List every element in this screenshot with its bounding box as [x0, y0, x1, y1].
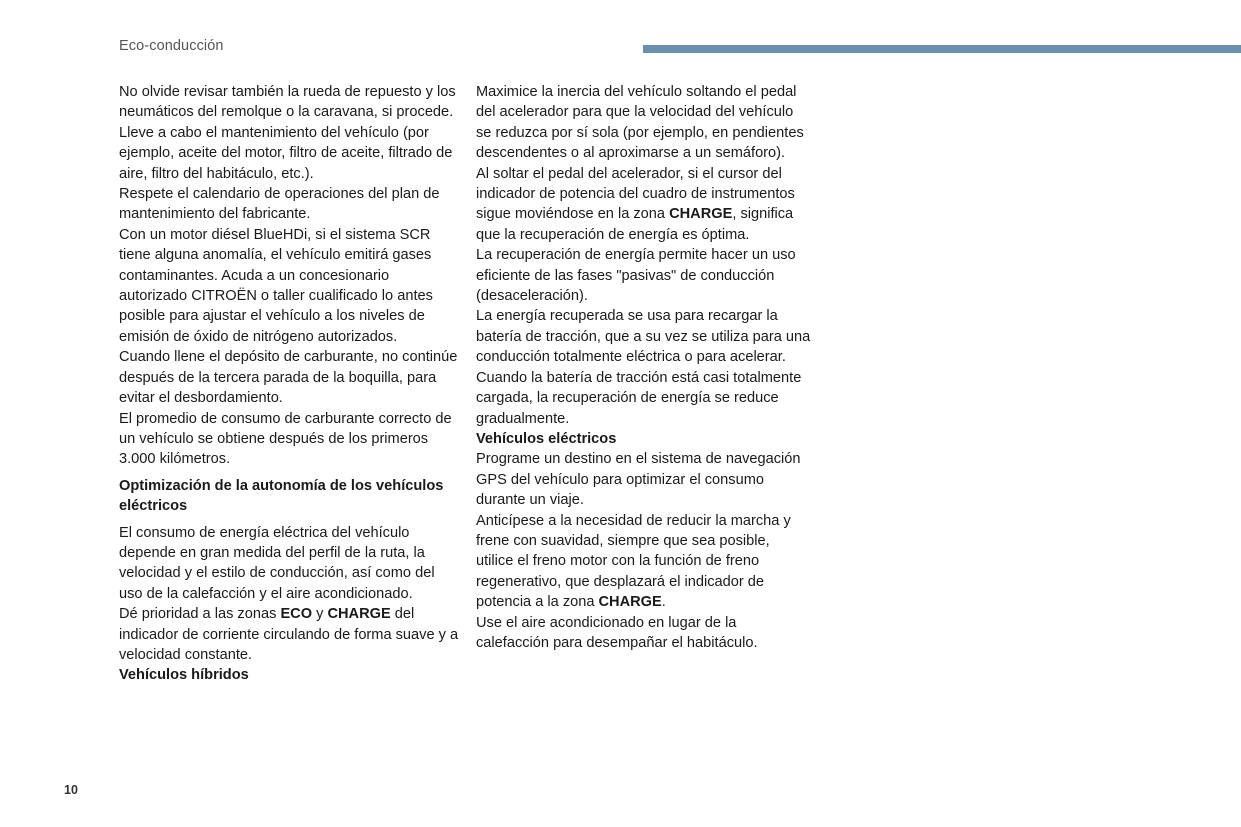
text-span: del indicador de corriente circulando de forma suave y a velocidad constante. — [119, 606, 459, 663]
left-column — [119, 82, 459, 686]
charge-zone-label: CHARGE — [598, 594, 662, 611]
eco-zone-label: ECO — [280, 606, 313, 623]
paragraph-energy-recovery: La recuperación de energía permite hacer un uso eficiente de las fases "pasivas" de conducción (desaceleración). — [476, 247, 796, 305]
paragraph-spare-tyre: No olvide revisar también la rueda de repuesto y los neumáticos del remolque o la caravana, si procede. — [119, 84, 456, 121]
paragraph-bluehdi-scr: Con un motor diésel BlueHDi, si el sistema SCR tiene alguna anomalía, el vehículo emitirá gases contaminantes. Acuda a un concesionario autorizado CITROËN o taller cualificado lo antes posible para ajustar el vehículo a los niveles de emisión de óxido de nitrógeno autorizados. — [119, 226, 433, 345]
paragraph-eco-charge-zones — [119, 604, 459, 665]
text-span: Dé prioridad a las zonas — [119, 606, 281, 623]
paragraph-regenerative-braking — [476, 511, 811, 613]
paragraph-gps-navigation: Programe un destino en el sistema de navegación GPS del vehículo para optimizar el consumo durante un viaje. — [476, 451, 801, 509]
text-span: y — [312, 606, 328, 623]
text-span: . — [661, 594, 666, 611]
paragraph-fuel-filling: Cuando llene el depósito de carburante, no continúe después de la tercera parada de la boquilla, para evitar el desbordamiento. — [119, 349, 458, 407]
text-span: , significa que la recuperación de energía es óptima. — [476, 206, 794, 243]
paragraph-air-conditioning: Use el aire acondicionado en lugar de la calefacción para desempañar el habitáculo. — [476, 614, 758, 651]
paragraph-recovered-energy: La energía recuperada se usa para recargar la batería de tracción, que a su vez se utiliza para una conducción totalmente eléctrica o para acelerar. — [476, 308, 811, 366]
subheading-hybrid-vehicles: Vehículos híbridos — [119, 667, 249, 684]
paragraph-inertia: Maximice la inercia del vehículo soltando el pedal del acelerador para que la velocidad del vehículo se reduzca por sí sola (por ejemplo, en pendientes descendentes o al aproximarse a un semáforo). — [476, 84, 804, 162]
paragraph-power-indicator — [476, 164, 811, 246]
paragraph-maintenance-plan: Respete el calendario de operaciones del plan de mantenimiento del fabricante. — [119, 186, 440, 223]
paragraph-battery-full: Cuando la batería de tracción está casi totalmente cargada, la recuperación de energía se reduce gradualmente. — [476, 369, 802, 427]
section-heading-ev-autonomy: Optimización de la autonomía de los vehículos eléctricos — [119, 477, 444, 515]
charge-zone-label: CHARGE — [669, 206, 733, 223]
paragraph-average-consumption: El promedio de consumo de carburante correcto de un vehículo se obtiene después de los primeros 3.000 kilómetros. — [119, 410, 452, 468]
header-accent-bar — [643, 45, 1241, 53]
paragraph-energy-consumption: El consumo de energía eléctrica del vehículo depende en gran medida del perfil de la ruta, la velocidad y el estilo de conducción, así como del uso de la calefacción y el aire acondicionado. — [119, 524, 435, 602]
page-number: 10 — [64, 783, 78, 797]
paragraph-maintenance: Lleve a cabo el mantenimiento del vehículo (por ejemplo, aceite del motor, filtro de aceite, filtrado de aire, filtro del habitáculo, etc.). — [119, 124, 453, 182]
right-column — [476, 82, 811, 653]
text-span: Anticípese a la necesidad de reducir la marcha y frene con suavidad, siempre que sea posible, utilice el freno motor con la función de freno regenerativo, que desplazará el indicador de potencia a la zona — [476, 512, 791, 611]
subheading-electric-vehicles: Vehículos eléctricos — [476, 430, 617, 447]
charge-zone-label: CHARGE — [327, 606, 391, 623]
text-span: Al soltar el pedal del acelerador, si el cursor del indicador de potencia del cuadro de instrumentos sigue moviéndose en la zona — [476, 165, 795, 223]
page-header-title: Eco-conducción — [119, 38, 224, 54]
